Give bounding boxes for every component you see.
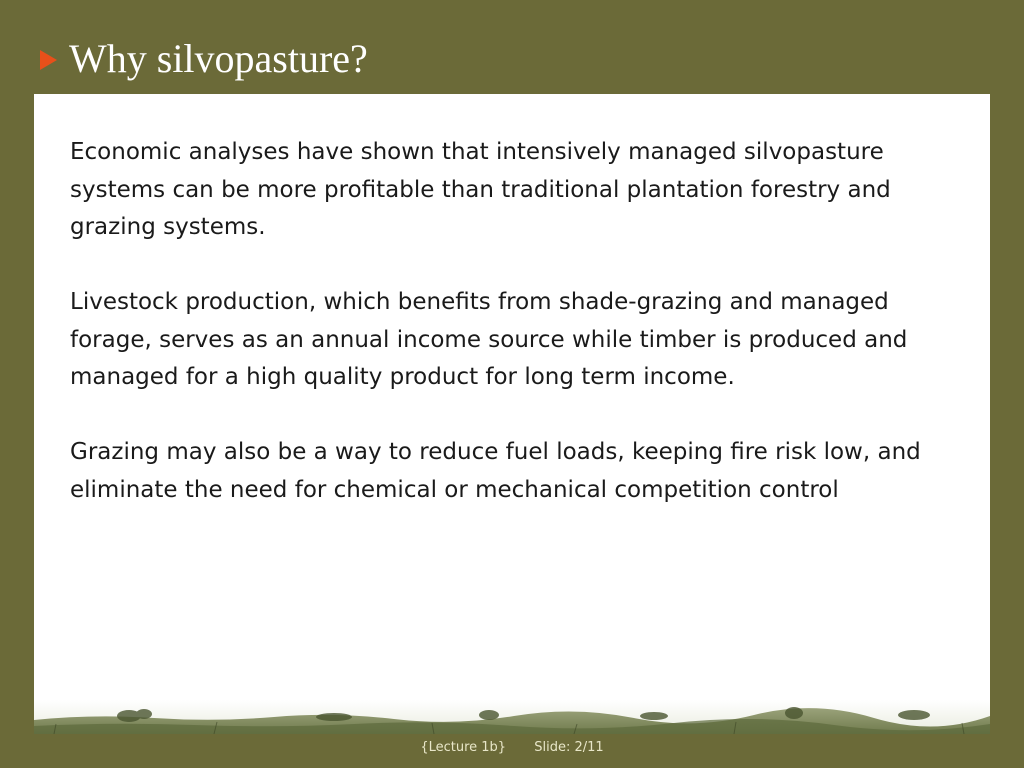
landscape-strip-image [34,700,990,734]
paragraph-livestock: Livestock production, which benefits from shade-grazing and managed forage, serves as an annual income source while timber is produced and managed for a high quality product for long term income. [70,289,908,390]
slide-footer [0,740,1024,755]
footer-lecture-label: {Lecture 1b} [420,740,507,755]
slide-title: Why silvopasture? [69,36,368,81]
slide-title-bar [40,34,368,84]
body-text [70,134,950,547]
content-panel [34,94,990,734]
triangle-bullet-icon [40,50,57,70]
paragraph-economic: Economic analyses have shown that intensively managed silvopasture systems can be more profitable than traditional plantation forestry and grazing systems. [70,139,891,240]
footer-slide-number: Slide: 2/11 [534,740,604,755]
paragraph-grazing: Grazing may also be a way to reduce fuel loads, keeping fire risk low, and eliminate the need for chemical or mechanical competition control [70,439,921,503]
